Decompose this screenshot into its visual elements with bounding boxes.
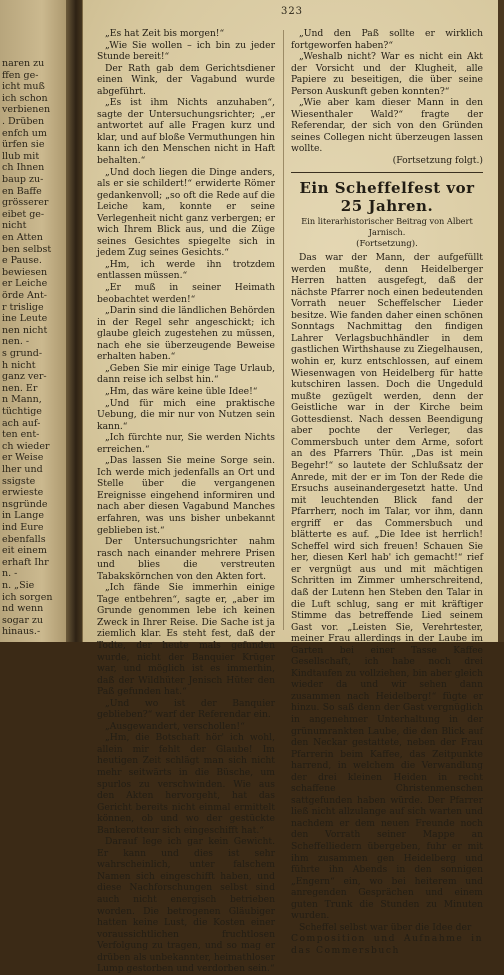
previous-page-line: in Lange: [2, 510, 44, 522]
previous-page-line: ssigste: [2, 475, 36, 487]
previous-page-line: ind Eure: [2, 522, 44, 533]
previous-page-fragment: [0, 0, 70, 642]
paragraph: Der Rath gab dem Gerichtsdiener einen Wink, der Vagabund wurde abgeführt.: [97, 62, 275, 97]
paragraph: „Es hat Zeit bis morgen!“: [105, 28, 225, 39]
article-title: Ein Scheffelfest vor 25 Jahren.: [299, 178, 475, 215]
paragraph: „Es ist ihm Nichts anzuhaben“, sagte der Untersuchungsrichter; „er antwortet auf alle Fragen kurz und klar, und auf bloße Vermuthungen hin kann ich den Menschen nicht in Haft behalten.“: [97, 97, 275, 167]
previous-page-line: h nicht: [2, 359, 36, 371]
paragraph: „Und den Paß sollte er wirklich fortgeworfen haben?“: [291, 28, 483, 51]
previous-page-line: ganz ver-: [2, 371, 47, 383]
paragraph: „Wie aber kam dieser Mann in den Wiesenthaler Wald?“ fragte der Referendar, der sich von den Gründen seines Collegen nicht überzeugen lassen wollte.: [291, 97, 483, 155]
paragraph: „Hm, ich werde ihn trotzdem entlassen müssen.“: [97, 258, 275, 282]
previous-page-line: n Mann,: [2, 394, 42, 406]
page-edge: [498, 0, 504, 642]
page-number: 323: [280, 6, 304, 17]
previous-page-line: ich schon: [2, 92, 48, 104]
previous-page-line: grösserer: [2, 197, 49, 209]
previous-page-line: örde Ant-: [2, 290, 47, 301]
previous-page-line: ten ent-: [2, 429, 40, 441]
previous-page-line: lher und: [2, 464, 43, 475]
previous-page-line: icht muß: [2, 81, 45, 93]
previous-page-line: . Drüben: [2, 116, 45, 127]
previous-page-line: r trislige: [2, 301, 44, 313]
paragraph: „Das lassen Sie meine Sorge sein. Ich werde mich jedenfalls an Ort und Stelle über die vergangenen Ereignisse eingehend informiren und nach aber diesen Vagabund Manches erfahren, was uns bisher unbekannt geblieben ist.“: [97, 455, 275, 536]
previous-page-line: ach auf-: [2, 417, 41, 429]
previous-page-line: erhaft Ihr: [2, 556, 49, 568]
paragraph: „Wie Sie wollen – ich bin zu jeder Stunde bereit!“: [97, 39, 275, 63]
book-page: [82, 0, 501, 975]
previous-page-line: nen. Er: [2, 382, 38, 394]
paragraph: „Ich fürchte nur, Sie werden Nichts erreichen.“: [97, 432, 275, 455]
previous-page-line: naren zu: [2, 58, 45, 69]
right-column: [291, 28, 483, 956]
paragraph: „Geben Sie mir einige Tage Urlaub, dann reise ich selbst hin.“: [97, 362, 275, 386]
previous-page-line: nen nicht: [2, 324, 48, 336]
left-column: [97, 28, 275, 975]
paragraph: „Weshalb nicht? War es nicht ein Akt der Vorsicht und der Klugheit, alle Papiere zu beseitigen, die über seine Person Auskunft geben konnten?“: [291, 51, 483, 97]
previous-page-line: e Pause.: [2, 255, 42, 267]
previous-page-line: nsgründe: [2, 498, 48, 510]
previous-page-line: ch Ihnen: [2, 162, 45, 174]
previous-page-line: ebenfalls: [2, 533, 46, 545]
article-subtitle: Ein literarhistorischer Beitrag von Albert Jarnisch.: [301, 215, 473, 237]
continuation-note: (Fortsetzung folgt.): [392, 155, 483, 167]
previous-page-line: en Baffe: [2, 185, 42, 197]
previous-page-line: en Atten: [2, 232, 43, 243]
previous-page-line: ürfen sie: [2, 139, 45, 151]
paragraph: Der Untersuchungsrichter nahm rasch nach einander mehrere Prisen und blies die verstreuten Tabakskörnchen von den Akten fort.: [97, 536, 275, 582]
paragraph: „Darin sind die ländlichen Behörden in der Regel sehr angeschickt; ich glaube gleich zugestehen zu müssen, nach ehe sie überzeugende Beweise erhalten haben.“: [97, 305, 276, 363]
previous-page-line: nicht: [2, 220, 27, 232]
paragraph: „Ausgewandert, verschollen!“: [105, 720, 245, 732]
previous-page-line: er Weise: [2, 452, 44, 464]
previous-page-line: sogar zu: [2, 614, 44, 626]
article-closing-spaced: Composition und Aufnahme in das Commersbuch: [291, 933, 483, 956]
previous-page-line: s grund-: [2, 348, 43, 359]
previous-page-line: bewiesen: [2, 266, 48, 278]
column-divider: [283, 30, 284, 630]
previous-page-line: ich sorgen: [2, 591, 53, 603]
previous-page-line: tüchtige: [2, 406, 42, 417]
previous-page-line: n. -: [2, 568, 18, 580]
paragraph: Darauf lege ich gar kein Gewicht. Er kann und dies ist sehr wahrscheinlich, unter falschem Namen sich eingeschifft haben, und diese Nachforschungen selbst sind auch nicht energisch betrieben worden. Die betrogenen Gläubiger hatten keine Lust, die Kosten einer voraussichtlichen fruchtlosen Verfolgung zu tragen, und so mag er drüben als unbekannter, heimathloser Lump gestorben und verdorben sein.“: [97, 836, 275, 975]
paragraph: „Ich fände Sie immerhin einige Tage entbehren“, sagte er, „aber im Grunde genommen lebe ich keinen Zweck in Ihrer Reise. Die Sache ist ja ziemlich klar. Es steht fest, daß der Todte, der heute mals gefunden wurde, nicht der Banquier Krüger war, und möglich ist es immerhin, daß der Wildhüter Jenisch Hüter den Paß gefunden hat.“: [97, 582, 275, 698]
previous-page-line: ine Leute: [2, 313, 48, 325]
paragraph: „Und wo ist der Banquier geblieben?“ warf der Referendar ein.: [97, 697, 275, 721]
previous-page-line: hinaus.-: [2, 626, 41, 638]
previous-page-line: ben selbst: [2, 243, 52, 255]
previous-page-line: er Leiche: [2, 278, 48, 290]
paragraph: „Und für mich eine praktische Uebung, die mir nur von Nutzen sein kann.“: [97, 397, 275, 432]
previous-page-line: enfch um: [2, 127, 47, 139]
previous-page-line: eit einem: [2, 545, 47, 557]
previous-page-line: baup zu-: [2, 174, 44, 185]
paragraph: „Hm, das wäre keine üble Idee!“: [105, 385, 258, 397]
paragraph: „Und doch liegen die Dinge anders, als er sie schildert!“ erwiderte Römer gedankenvoll; „so oft die Rede auf die Leiche kam, konnte er seine Verlegenheit nicht ganz verbergen; er wich Ihrem Blick aus, und die Züge seines Gesichtes spiegelte sich in jedem Zug seines Gesichts.“: [97, 166, 275, 259]
previous-page-line: ffen ge-: [2, 69, 39, 81]
paragraph: Scheffel selbst war über die Idee der: [299, 921, 472, 933]
story-continuation: [291, 28, 483, 155]
previous-page-line: eibet ge-: [2, 208, 45, 220]
previous-page-line: nen. -: [2, 336, 30, 348]
article-part: (Fortsetzung).: [356, 238, 418, 249]
previous-page-line: erwieste: [2, 487, 44, 499]
previous-page-line: n. „Sie: [2, 580, 35, 591]
paragraph: „Er muß in seiner Heimath beobachtet werden!“: [97, 282, 275, 305]
previous-page-line: nd wenn: [2, 603, 44, 615]
article-rule: [291, 172, 483, 173]
paragraph: Das war der Mann, der aufgefüllt werden mußte, denn Heidelberger Herren hatten ausgefegt, daß der nächste Pfarrer noch einen bedeutenden Vorrath neuer Scheffelscher Lieder besitze. Wie fanden daher einen schönen Sonntags Nachmittag den findigen Lahrer Verlagsbuchhändler in dem gastlichen Wirthshause zu Ziegelhausen, wohin er, kurz entschlossen, auf einem Wiesenwagen von Heidelberg für hatte kutschiren lassen. Doch die Ungeduld mußte gezügelt werden, denn der Geistliche war in der Kirche beim Gottesdienst. Nach dessen Beendigung aber pochte der Verleger, das Commersbuch unter dem Arme, sofort an des Pfarrers Thür. „Das ist mein Begehr!“ so lautete der Schlußsatz der Anrede, mit der er im Ton der Rede die Ersuchs auseinandergesetzt hatte. Und mit leuchtenden Blick fand der Pfarrherr, noch im Talar, vor ihm, dann ergriff er das Commersbuch und blätterte es auf. „Die Idee ist herrlich! Scheffel wird sich freuen! Schauen Sie her, diesen Kerl hab' ich gemacht!“ rief er vergnügt aus und mit mächtigen Schritten im Zimmer umherschreitend, daß der Lutenn hen Steben den Talar in die Luft schlug, sang er mit kräftiger Stimme das betreffende Lied seinem Gast vor. „Leisten Sie, Verehrtester, meiner Frau allerdings in der Laube im Garten bei einer Tasse Kaffee Gesellschaft, ich habe noch drei Kindtaufen zu vollziehen, bin aber gleich wieder da und wir sehen dann zusammen nach Heidelberg!“ fügte er hinzu. So saß denn der Gast vergnüglich in angenehmer Unterhaltung in der grünumrankten Laube, die den Blick auf den Neckar gestattete, neben der Frau Pfarrerin beim Kaffee, das Zeitpunkte harrend, in welchem die Verwandlung der drei kleinen Heiden in recht schaffene Christenmenschen sattgefunden haben würde. Der Pfarrer ließ nicht allzulange auf sich warten und nachdem er dem neuen Freunde noch den Vorrath seiner Mappe an Scheffelliedern übergeben, fuhr er mit ihm zusammen gen Heidelberg und führte ihn Abends in den sonnigen „Engern“ ein, wo bei heiterem und anregenden Gesprächen und einem guten Trunk die Stunden zu Minuten wurden.: [291, 252, 483, 922]
paragraph: „Hm, die Botschaft hör' ich wohl, allein mir fehlt der Glaube! Im heutigen Zeit schlägt man sich nicht mehr seitwärts in die Büsche, um spurlos zu verschwinden. Wie aus den Akten hervorgeht, hat das Gericht bereits nicht einmal ermittelt können, ob und wo der gestückte Bankerotteur sich eingeschifft hat.“: [97, 732, 275, 836]
previous-page-line: llub mit: [2, 150, 40, 162]
previous-page-line: verbienen: [2, 104, 51, 116]
previous-page-line: ch wieder: [2, 440, 50, 452]
article-body: [291, 252, 483, 933]
